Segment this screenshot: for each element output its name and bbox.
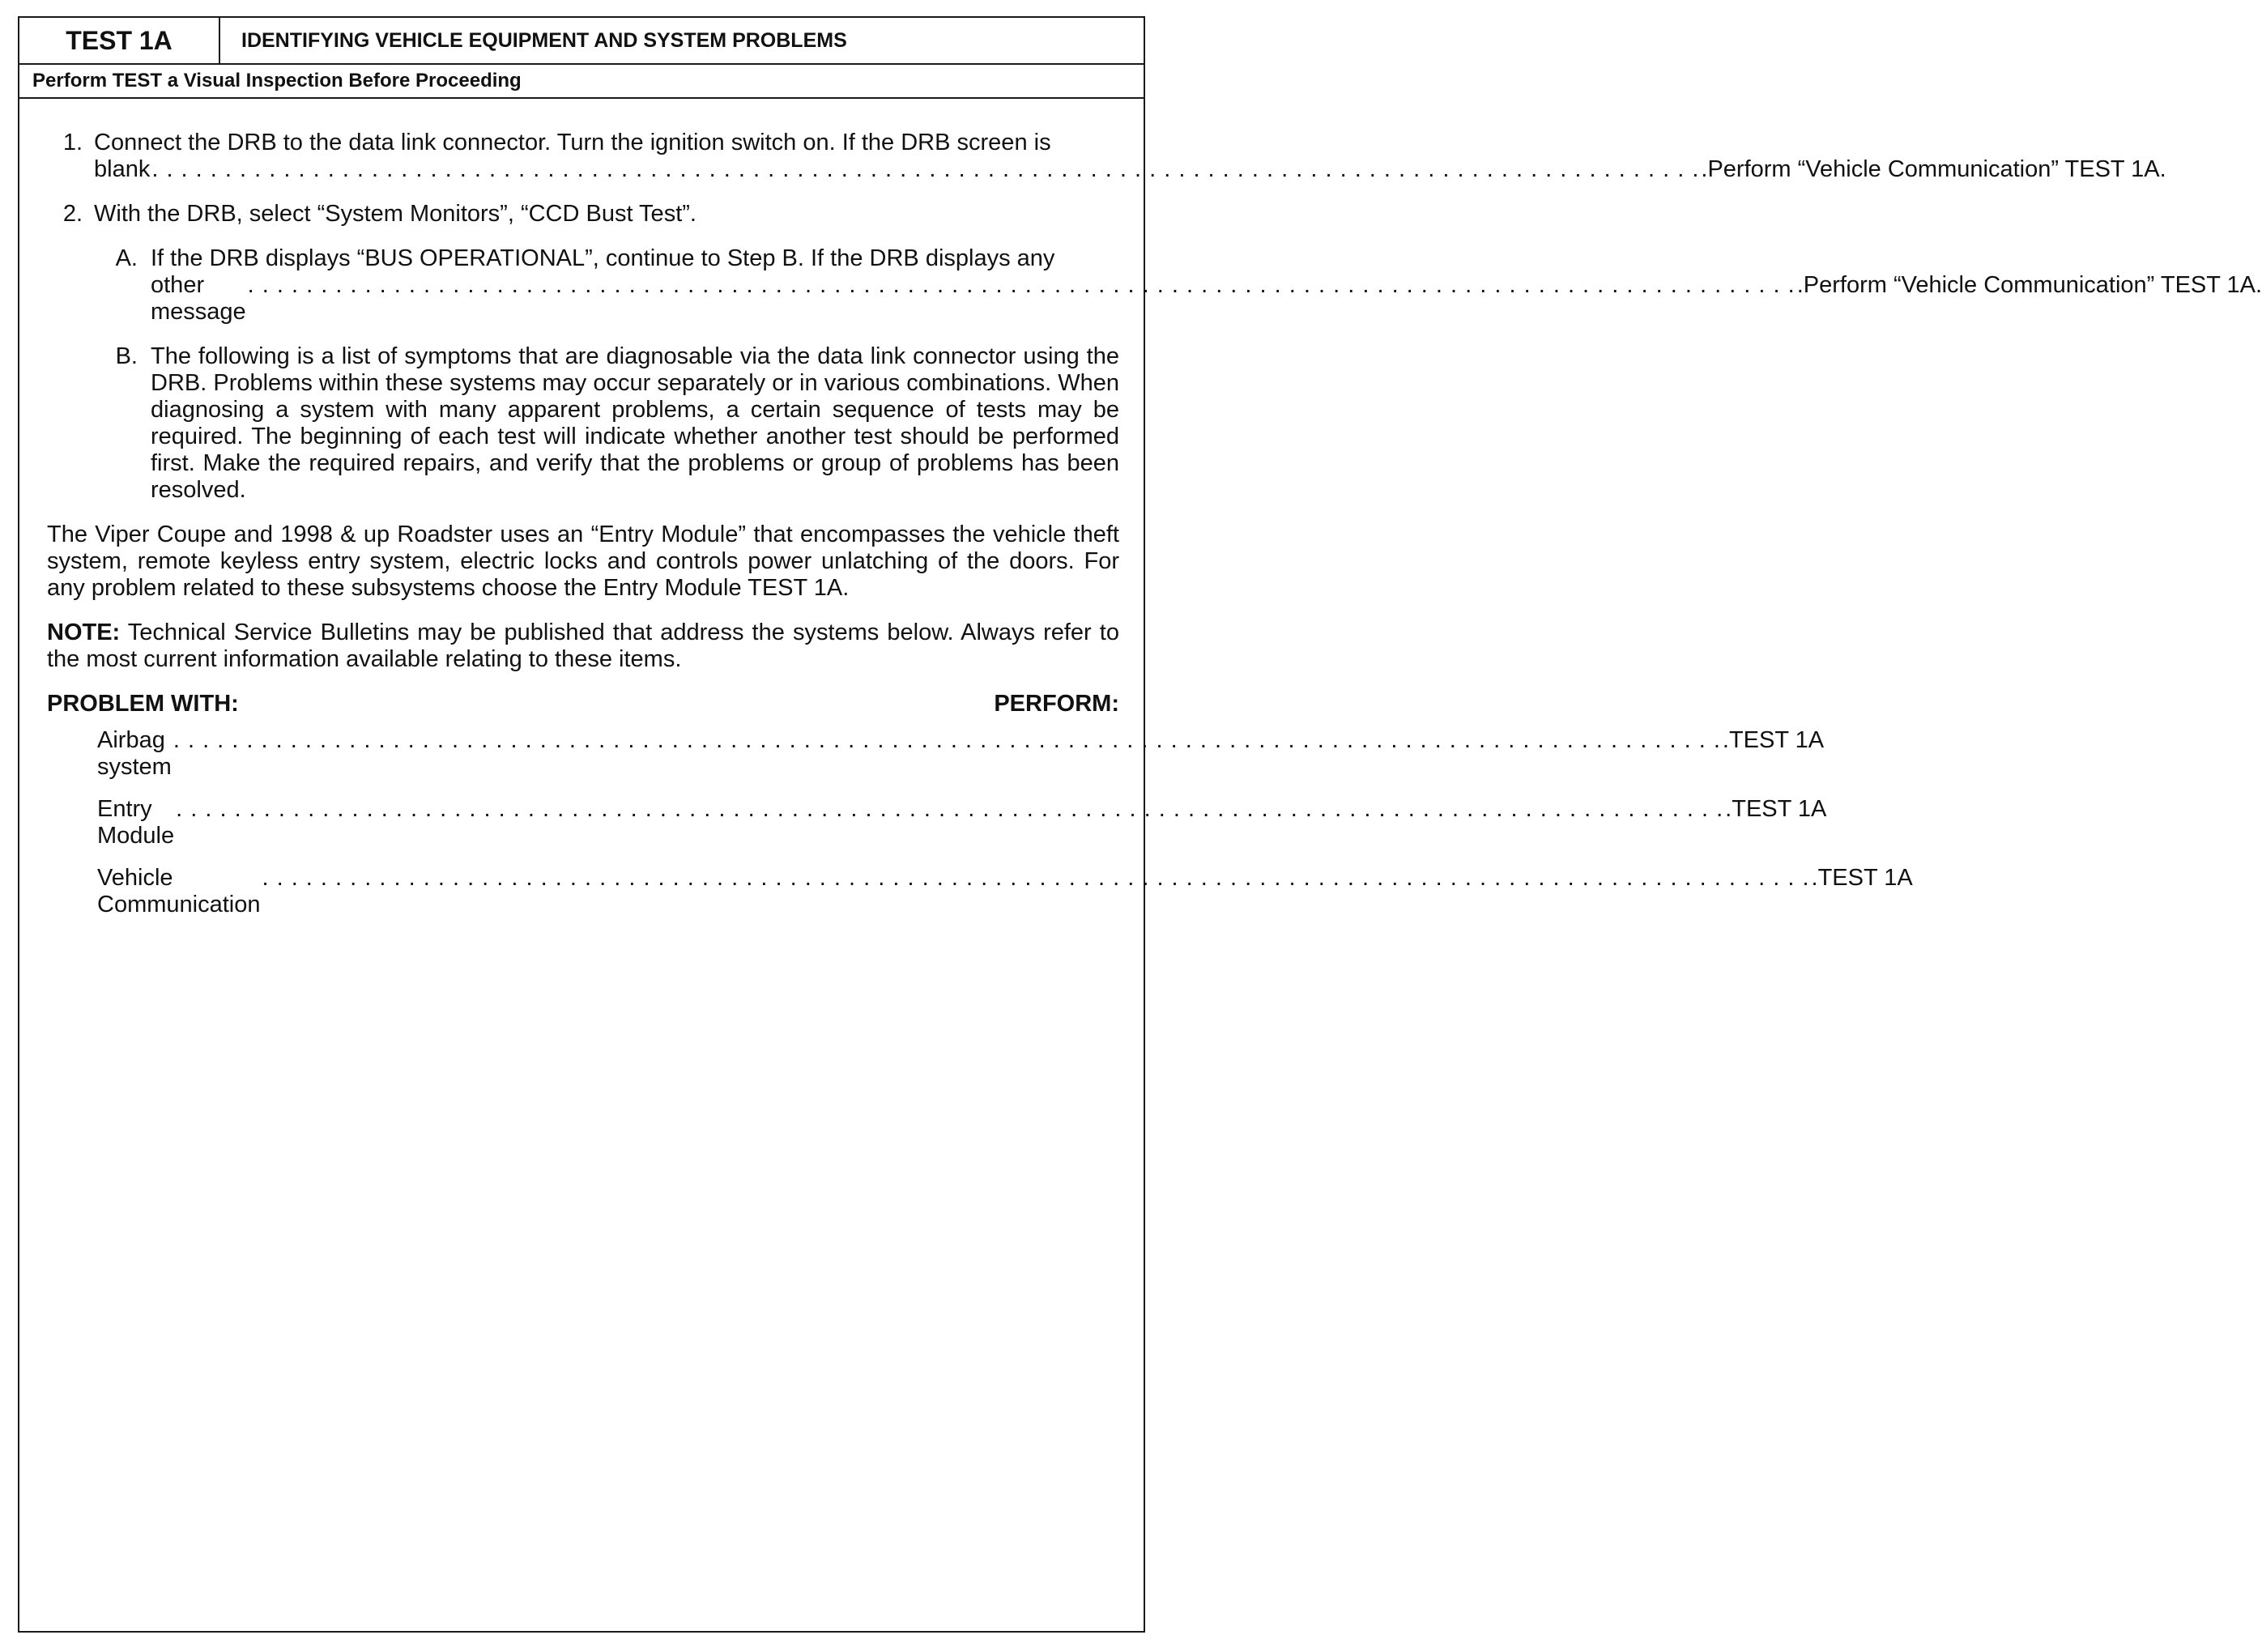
substep-text: The following is a list of symptoms that are diagnosable via the data link connector using the DRB. Problems within these systems may occur separately or in various combinations. When diagnosing a system with many apparent problems, a certain sequence of tests may be required. The beginning of each test will indicate whether another test should be performed first. Make the required repairs, and verify that the problems or group of problems has been resolved. [151,343,1119,503]
table-row [97,865,1913,918]
problem-name: Airbag system [97,727,172,780]
step-1 [47,130,2166,183]
perform-test: .TEST 1A [1722,727,1825,753]
leader-left: blank [94,156,151,182]
substep-text: If the DRB displays “BUS OPERATIONAL”, continue to Step B. If the DRB displays any [151,245,1055,271]
step-number: 2. [62,201,83,227]
perform-test: .TEST 1A [1811,865,1913,891]
leader-dots [262,865,1809,892]
test-id: TEST 1A [19,18,220,63]
leader-dots [248,272,1796,299]
leader-dots [173,727,1721,754]
leader-right: .Perform “Vehicle Communication” TEST 1A. [1701,156,2166,182]
note-paragraph [47,620,1119,673]
substep-body [151,245,2262,326]
leader-dots [151,156,1699,183]
document-page [18,16,2262,1633]
perform-test: .TEST 1A [1725,796,1827,822]
step-text: Connect the DRB to the data link connector. Turn the ignition switch on. If the DRB screen is [94,130,1051,155]
content [19,99,2262,918]
table-row [97,727,1825,781]
problem-with-heading: PROBLEM WITH: [47,691,239,717]
substep-letter: A. [115,245,138,271]
problem-name: Vehicle Communication [97,865,261,918]
step-text: With the DRB, select “System Monitors”, “CCD Bust Test”. [94,201,696,227]
entry-module-paragraph: The Viper Coupe and 1998 & up Roadster uses an “Entry Module” that encompasses the vehicle theft system, remote keyless entry system, electric locks and controls power unlatching of the doors. For any problem related to these subsystems choose the Entry Module TEST 1A. [47,522,1119,601]
problem-name: Entry Module [97,796,175,849]
perform-heading: PERFORM: [994,691,1119,717]
leader-right: .Perform “Vehicle Communication” TEST 1A. [1796,272,2262,298]
step-number: 1. [62,130,83,155]
step-2 [47,201,1119,228]
substep-a [97,245,2262,326]
substep-letter: B. [115,343,138,369]
header [19,18,1144,65]
problem-table-header [47,691,1119,717]
note-text: Technical Service Bulletins may be published that address the systems below. Always refer to the most current information available relating to these items. [47,620,1119,672]
step-body [94,130,2166,183]
leader-left: other message [151,272,246,325]
leader-dots [176,796,1723,823]
leader-line [94,156,2166,183]
table-row [97,796,1827,849]
page-title: IDENTIFYING VEHICLE EQUIPMENT AND SYSTEM PROBLEMS [241,28,847,52]
note-label: NOTE: [47,620,121,645]
substep-b [97,343,1119,504]
subheading: Perform TEST a Visual Inspection Before Proceeding [19,65,1144,99]
leader-line [151,272,2262,326]
